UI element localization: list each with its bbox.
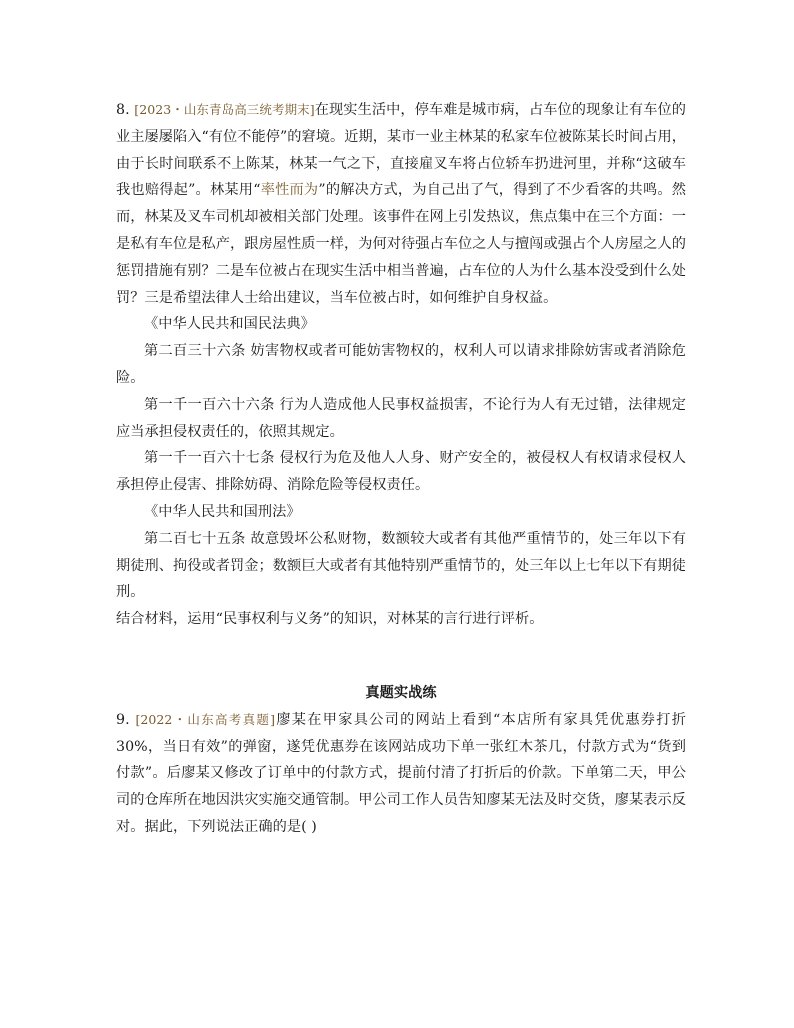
question-8-source-close: ] bbox=[309, 102, 315, 117]
law-1-article-236: 第二百三十六条 妨害物权或者可能妨害物权的，权利人可以请求排除妨害或者消除危险。 bbox=[116, 343, 686, 386]
question-8 bbox=[116, 97, 686, 311]
law-1-article-1167: 第一千一百六十七条 侵权行为危及他人人身、财产安全的，被侵权人有权请求侵权人承担停止侵害、排除妨碍、消除危险等侵权责任。 bbox=[116, 450, 686, 494]
question-8-stem-part2: ”的解决方式，为自己出了气，得到了不少看客的共鸣。然而，林某及叉车司机却被相关部门处理。该事件在网上引发热议，焦点集中在三个方面：一是私有车位是私产，跟房屋性质一样，为何对待强占车位之人与擅闯或强占个人房屋之人的惩罚措施有别？二是车位被占在现实生活中相当普遍，占车位的人为什么基本没受到什么处罚？三是希望法律人士给出建议，当车位被占时，如何维护自身权益。 bbox=[116, 182, 687, 306]
law-2-article-275: 第二百七十五条 故意毁坏公私财物，数额较大或者有其他严重情节的，处三年以下有期徒刑、拘役或者罚金；数额巨大或者有其他特别严重情节的，处三年以上七年以下有期徒刑。 bbox=[116, 530, 686, 601]
section-gap bbox=[116, 633, 686, 680]
question-9-source: 2022・山东高考真题 bbox=[140, 711, 271, 727]
law-1-article-1166: 第一千一百六十六条 行为人造成他人民事权益损害，不论行为人有无过错，法律规定应当承担侵权责任的，依照其规定。 bbox=[116, 396, 686, 440]
law-1-title: 《中华人民共和国民法典》 bbox=[144, 316, 315, 333]
question-8-source-open: [ bbox=[134, 102, 140, 117]
question-8-prompt: 结合材料，运用“民事权利与义务”的知识，对林某的言行进行评析。 bbox=[116, 611, 544, 628]
law-2-title: 《中华人民共和国刑法》 bbox=[144, 503, 301, 520]
question-8-source: 2023・山东青岛高三统考期末 bbox=[139, 102, 310, 117]
question-8-emphasis: 率性而为 bbox=[260, 182, 319, 199]
section-title: 真题实战练 bbox=[365, 684, 437, 701]
question-8-number: 8. bbox=[116, 102, 130, 118]
question-8-stem-part1: 在现实生活中，停车难是城市病，占车位的现象让有车位的业主屡屡陷入“有位不能停”的窘境。近期，某市一业主林某的私家车位被陈某长时间占用，由于长时间联系不上陈某，林某一气之下，直接雇叉车将占位轿车扔进河里，并称“这破车我也赔得起”。林某用“ bbox=[116, 102, 686, 199]
question-9-source-close: ] bbox=[270, 711, 276, 727]
question-9-source-open: [ bbox=[135, 711, 141, 727]
question-9-number: 9. bbox=[116, 711, 130, 728]
question-9-stem: 廖某在甲家具公司的网站上看到“本店所有家具凭优惠券打折 30%，当日有效”的弹窗，遂凭优惠券在该网站成功下单一张红木茶几，付款方式为“货到付款”。后廖某又修改了订单中的付款方式，提前付清了打折后的价款。下单第二天，甲公司的仓库所在地因洪灾实施交通管制。甲公司工作人员告知廖某无法及时交货，廖某表示反对。据此，下列说法正确的是( ) bbox=[116, 711, 686, 835]
question-9 bbox=[116, 707, 686, 841]
document-content bbox=[116, 97, 686, 841]
